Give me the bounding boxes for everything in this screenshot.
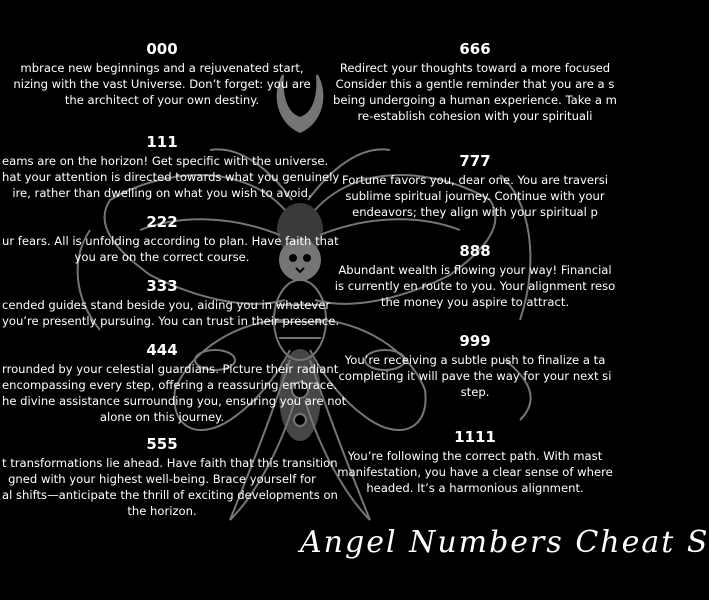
meaning-line: t transformations lie ahead. Have faith that this transition [2,456,338,470]
meaning-line: ur fears. All is unfolding according to plan. Have faith that [2,234,339,248]
angel-number: 666 [459,40,491,58]
angel-number: 999 [459,332,491,350]
meaning-line: Abundant wealth is flowing your way! Financial [338,263,612,277]
meaning-line: manifestation, you have a clear sense of where [337,465,613,479]
meaning-line: sublime spiritual journey. Continue with your [345,189,605,203]
entry-555 [2,435,338,519]
angel-number: 111 [146,133,178,151]
meaning-line: Redirect your thoughts toward a more focused [339,61,611,75]
entry-222 [2,213,339,265]
meaning-line: You’re receiving a subtle push to finalize a ta [344,353,606,367]
meaning-line: gned with your highest well-being. Brace yourself for [8,472,316,486]
meaning-line: mbrace new beginnings and a rejuvenated start, [20,61,304,75]
angel-number: 000 [146,40,178,58]
entry-111 [2,133,340,201]
angel-number: 1111 [454,428,496,446]
meaning-line: Fortune favors you, dear one. You are traversi [341,173,608,187]
meaning-line: being undergoing a human experience. Take a m [333,93,617,107]
meaning-line: cended guides stand beside you, aiding you in whatever [2,298,331,312]
meaning-line: step. [460,385,490,399]
angel-number: 777 [459,152,491,170]
meaning-line: nizing with the vast Universe. Don’t forget: you are [13,77,311,91]
footer-title: Angel Numbers Cheat S [300,525,709,560]
meaning-line: re-establish cohesion with your spirituali [357,109,593,123]
angel-number: 333 [146,277,178,295]
entry-1111 [310,428,640,496]
entry-333 [2,277,340,329]
angel-number: 888 [459,242,491,260]
meaning-line: you’re presently pursuing. You can trust in their presence. [2,314,340,328]
meaning-line: he divine assistance surrounding you, ensuring you are not [2,394,347,408]
entry-000 [2,40,322,108]
angel-number: 222 [146,213,178,231]
entry-777 [310,152,640,220]
meaning-line: alone on this journey. [99,410,225,424]
angel-number: 555 [146,435,178,453]
meaning-line: Consider this a gentle reminder that you are a s [335,77,615,91]
meaning-line: encompassing every step, offering a reassuring embrace. [2,378,338,392]
meaning-line: completing it will pave the way for your next si [338,369,612,383]
meaning-line: eams are on the horizon! Get specific with the universe. [2,154,329,168]
meaning-line: the architect of your own destiny. [64,93,260,107]
meaning-line: is currently en route to you. Your alignment reso [334,279,616,293]
angel-number: 444 [146,341,178,359]
entry-888 [310,242,640,310]
meaning-line: rrounded by your celestial guardians. Picture their radiant [2,362,339,376]
entry-999 [310,332,640,400]
meaning-line: hat your attention is directed towards what you genuinely [2,170,340,184]
meaning-line: You’re following the correct path. With mast [347,449,603,463]
meaning-line: the horizon. [127,504,197,518]
meaning-line: headed. It’s a harmonious alignment. [366,481,584,495]
meaning-line: you are on the correct course. [74,250,250,264]
meaning-line: the money you aspire to attract. [380,295,570,309]
meaning-line: endeavors; they align with your spiritual p [352,205,598,219]
meaning-line: ire, rather than dwelling on what you wish to avoid. [12,186,312,200]
entry-666 [310,40,640,124]
meaning-line: al shifts—anticipate the thrill of exciting developments on [2,488,338,502]
entry-444 [2,341,347,425]
